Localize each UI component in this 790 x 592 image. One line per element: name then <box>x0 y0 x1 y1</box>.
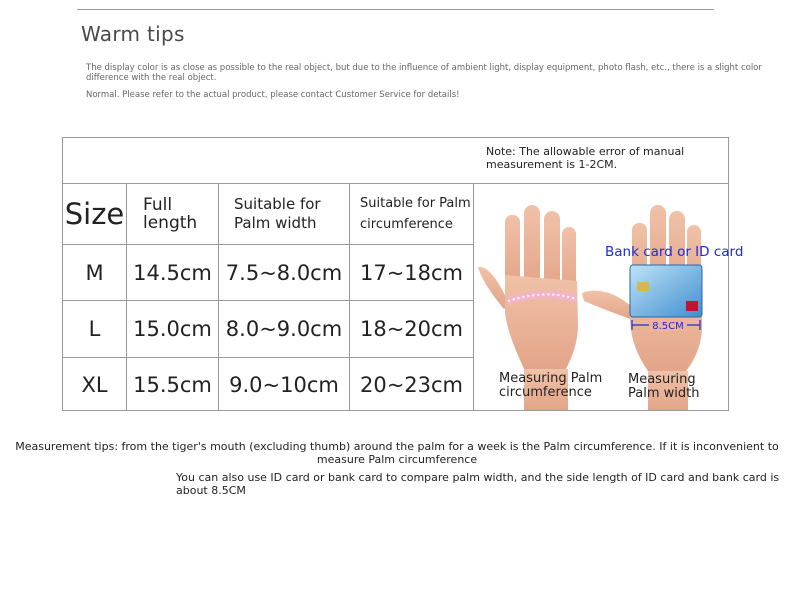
measurement-note: Note: The allowable error of manual measurement is 1-2CM. <box>486 145 685 171</box>
size-xl: XL <box>81 372 108 397</box>
header-palm-circumference: Suitable for Palm circumference <box>360 196 471 232</box>
full-length-m: 14.5cm <box>133 260 212 285</box>
measurement-tip: Measurement tips: from the tiger's mouth (excluding thumb) around the palm for a week is the Palm circumference. If it is inconvenient to measure Palm circumference <box>15 440 779 466</box>
table-rule <box>62 183 729 184</box>
card-width-label: 8.5CM <box>652 321 684 332</box>
top-divider <box>77 9 714 10</box>
palm-circumference-l: 18~20cm <box>359 317 464 341</box>
palm-circumference-m: 17~18cm <box>359 260 464 285</box>
palm-width-l: 8.0~9.0cm <box>225 317 343 341</box>
full-length-l: 15.0cm <box>133 317 212 341</box>
size-l: L <box>88 317 101 341</box>
bank-card-label: Bank card or ID card <box>605 244 744 260</box>
palm-circumference-xl: 20~23cm <box>359 372 464 397</box>
bank-card-icon <box>630 265 702 317</box>
contact-note: Normal. Please refer to the actual product, please contact Customer Service for details! <box>86 90 460 100</box>
caption-palm-width: Measuring Palm width <box>628 372 700 401</box>
page-title: Warm tips <box>81 22 185 46</box>
header-palm-width: Suitable for Palm width <box>234 195 321 232</box>
card-comparison-tip: You can also use ID card or bank card to compare palm width, and the side length of ID card and bank card is about 8.5CM <box>176 471 780 497</box>
caption-palm-circumference: Measuring Palm circumference <box>499 371 603 400</box>
header-size: Size <box>64 197 125 231</box>
header-full-length: Full length <box>143 195 198 233</box>
color-disclaimer: The display color is as close as possible to the real object, but due to the influence of ambient light, display equipment, photo flash, etc., there is a slight color difference with the real object. <box>86 63 762 83</box>
size-m: M <box>85 260 104 285</box>
full-length-xl: 15.5cm <box>133 372 212 397</box>
palm-width-m: 7.5~8.0cm <box>225 260 343 285</box>
palm-width-xl: 9.0~10cm <box>229 372 339 397</box>
